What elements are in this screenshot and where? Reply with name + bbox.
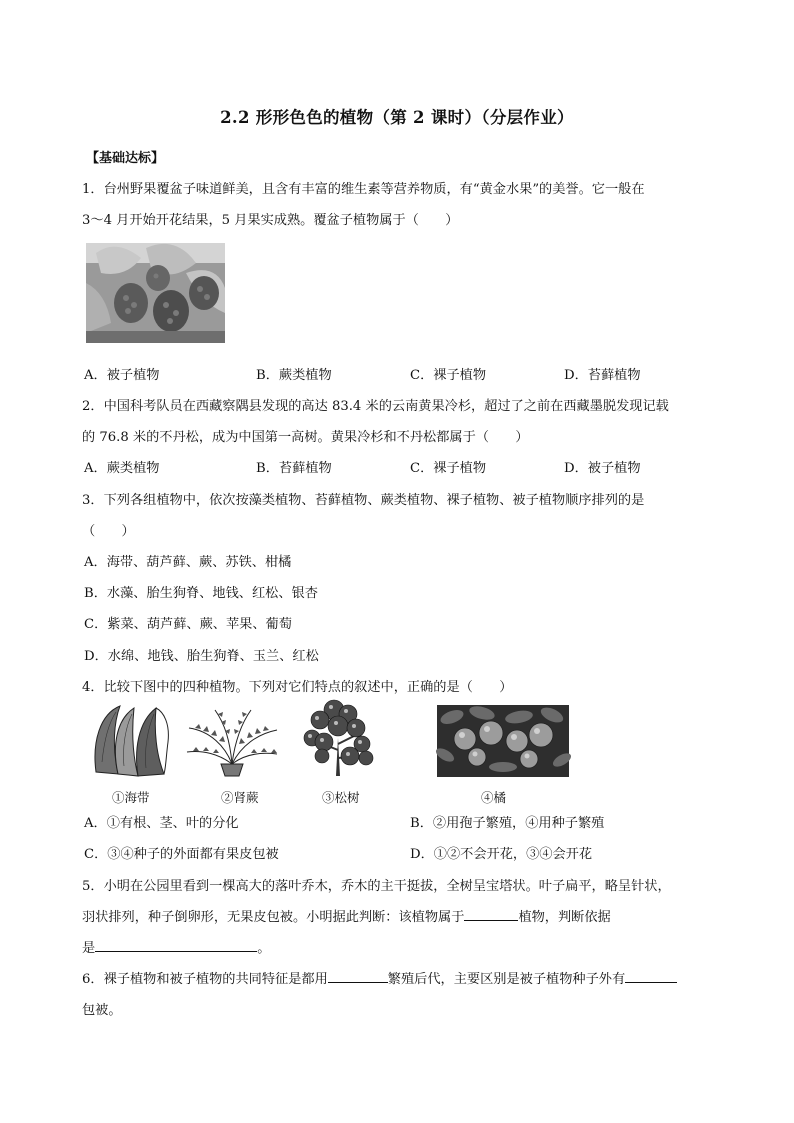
q6-blank-cover[interactable] xyxy=(625,970,677,983)
caption-pine: ③松树 xyxy=(322,790,360,805)
q2-line1: 2．中国科考队员在西藏察隅县发现的高达 83.4 米的云南黄果冷杉，超过了之前在西藏墨脱发现记载 xyxy=(82,399,669,414)
q1-line1: 1．台州野果覆盆子味道鲜美，且含有丰富的维生素等营养物质，有“黄金水果”的美誉。它一般在 xyxy=(82,182,645,197)
q1-line2: 3～4 月开始开花结果，5 月果实成熟。覆盆子植物属于（ ） xyxy=(82,213,459,228)
q6-line2: 包被。 xyxy=(82,1003,122,1018)
raspberry-photo xyxy=(86,243,225,343)
q6-line1-text-b: 繁殖后代，主要区别是被子植物种子外有 xyxy=(387,972,626,987)
q2-option-d: D．被子植物 xyxy=(564,461,641,476)
q4-option-c: C．③④种子的外面都有果皮包被 xyxy=(84,847,279,862)
q6-line1 xyxy=(82,968,677,987)
q5-line2-text-a: 羽状排列，种子倒卵形，无果皮包被。小明据此判断：该植物属于 xyxy=(82,910,465,925)
caption-tangerine: ④橘 xyxy=(481,790,507,805)
q5-line2 xyxy=(82,906,611,925)
q1-option-a: A．被子植物 xyxy=(84,368,160,383)
q5-line3 xyxy=(82,937,270,956)
q6-blank-reproduce[interactable] xyxy=(328,970,388,983)
q4-option-b: B．②用孢子繁殖，④用种子繁殖 xyxy=(410,816,605,831)
q4-option-a: A．①有根、茎、叶的分化 xyxy=(84,816,239,831)
caption-kelp: ①海带 xyxy=(112,790,150,805)
q3-option-a: A．海带、葫芦藓、蕨、苏铁、柑橘 xyxy=(84,555,292,570)
q5-line3-text-b: 。 xyxy=(257,941,271,956)
q3-line2: （ ） xyxy=(82,524,135,539)
q4-line1: 4．比较下图中的四种植物。下列对它们特点的叙述中，正确的是（ ） xyxy=(82,680,513,695)
section-heading: 【基础达标】 xyxy=(86,151,165,166)
q3-line1: 3．下列各组植物中，依次按藻类植物、苔藓植物、蕨类植物、裸子植物、被子植物顺序排列的是 xyxy=(82,493,645,508)
q3-option-d: D．水绵、地钱、胎生狗脊、玉兰、红松 xyxy=(84,649,319,664)
q4-option-d: D．①②不会开花，③④会开花 xyxy=(410,847,593,862)
caption-fern: ②肾蕨 xyxy=(221,790,259,805)
q1-option-b: B．蕨类植物 xyxy=(256,368,332,383)
q3-option-b: B．水藻、胎生狗脊、地钱、红松、银杏 xyxy=(84,586,318,601)
tangerine-photo xyxy=(437,705,569,777)
fern-illustration xyxy=(185,706,279,776)
q5-blank-plant-type[interactable] xyxy=(464,908,518,921)
q3-option-c: C．紫菜、葫芦藓、蕨、苹果、葡萄 xyxy=(84,617,292,632)
q2-option-a: A．蕨类植物 xyxy=(84,461,160,476)
q1-option-c: C．裸子植物 xyxy=(410,368,487,383)
q2-option-b: B．苔藓植物 xyxy=(256,461,332,476)
q6-line1-text-a: 6．裸子植物和被子植物的共同特征是都用 xyxy=(82,972,328,987)
q5-line3-text-a: 是 xyxy=(82,941,96,956)
kelp-illustration xyxy=(90,702,172,778)
q2-option-c: C．裸子植物 xyxy=(410,461,487,476)
q5-line1: 5．小明在公园里看到一棵高大的落叶乔木，乔木的主干挺拔，全树呈宝塔状。叶子扁平，略呈针状， xyxy=(82,879,671,894)
q1-option-d: D．苔藓植物 xyxy=(564,368,641,383)
q5-blank-reason[interactable] xyxy=(95,939,257,952)
q2-line2: 的 76.8 米的不丹松，成为中国第一高树。黄果冷杉和不丹松都属于（ ） xyxy=(82,430,529,445)
page-title: 2.2 形形色色的植物（第 2 课时）（分层作业） xyxy=(220,108,574,127)
q5-line2-text-b: 植物，判断依据 xyxy=(518,910,611,925)
pine-illustration xyxy=(298,698,376,778)
